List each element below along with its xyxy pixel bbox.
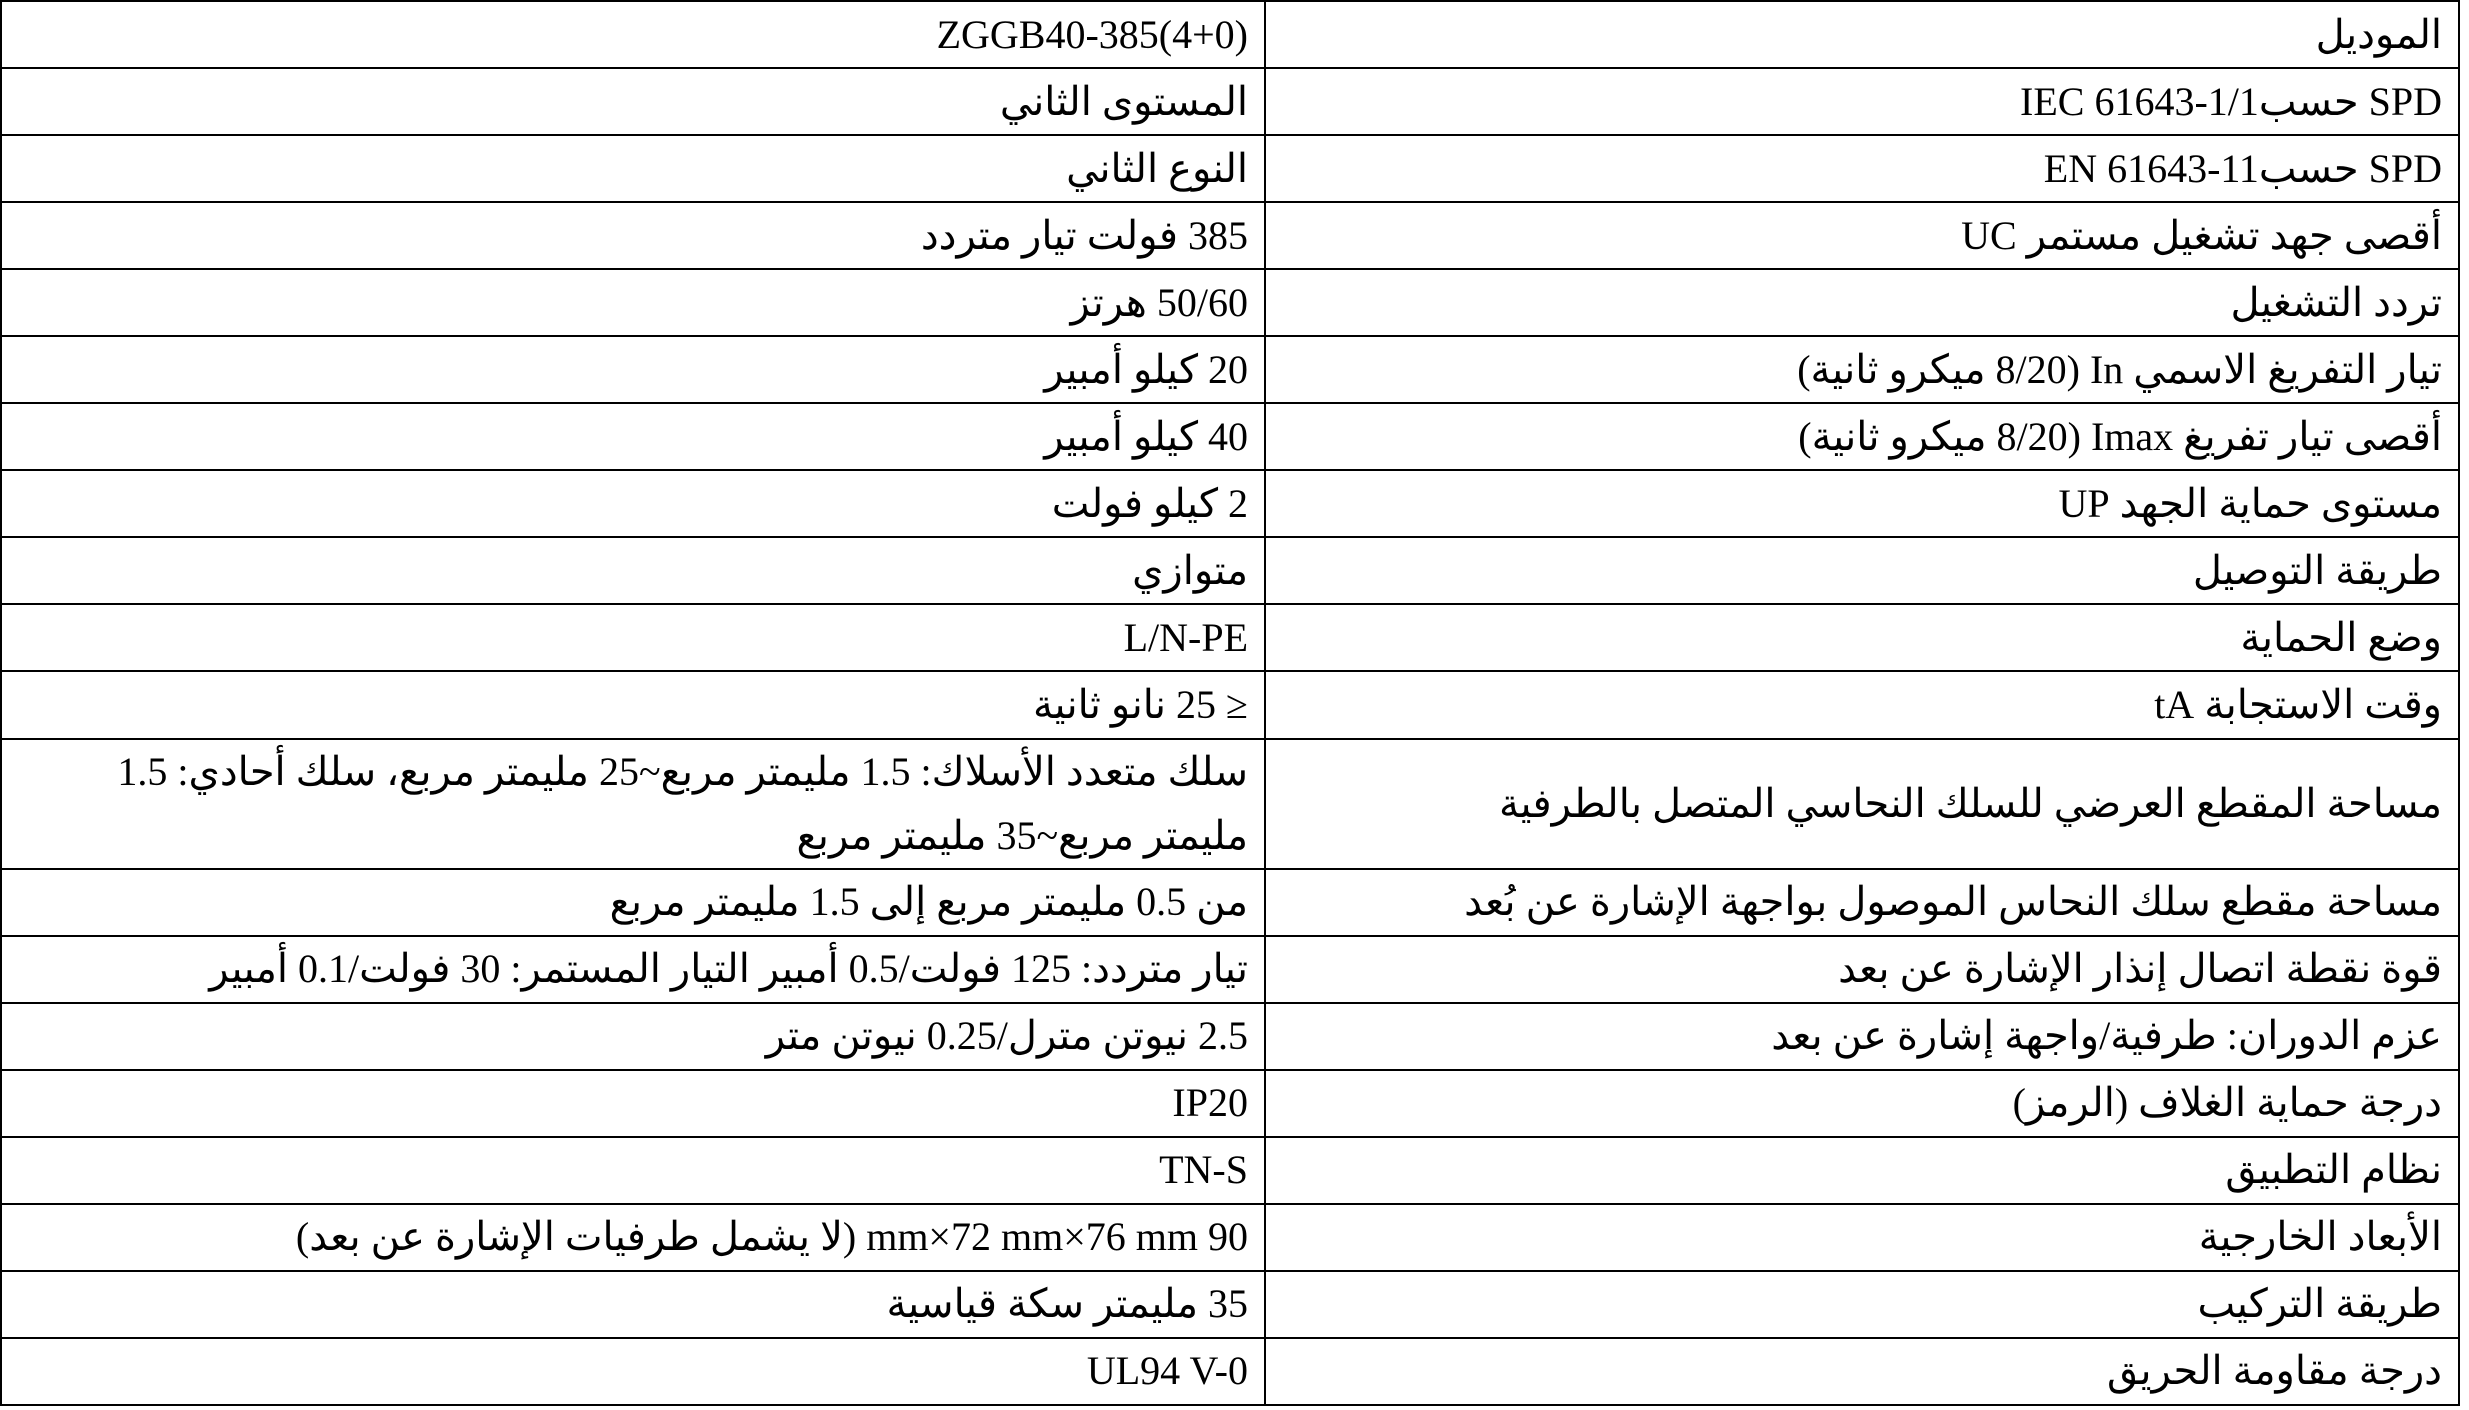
row-value: 2 كيلو فولت xyxy=(1,470,1265,537)
row-label: مساحة المقطع العرضي للسلك النحاسي المتصل بالطرفية xyxy=(1265,739,2459,869)
row-label: أقصى جهد تشغيل مستمر UC xyxy=(1265,202,2459,269)
row-label: عزم الدوران: طرفية/واجهة إشارة عن بعد xyxy=(1265,1003,2459,1070)
row-label: وقت الاستجابة tA xyxy=(1265,671,2459,738)
table-row xyxy=(1,537,2459,604)
row-value: ZGGB40-385(4+0) xyxy=(1,1,1265,68)
table-row xyxy=(1,1003,2459,1070)
row-value: UL94 V-0 xyxy=(1,1338,1265,1405)
table-row xyxy=(1,739,2459,869)
table-row xyxy=(1,604,2459,671)
row-label: تيار التفريغ الاسمي In (8/20 ميكرو ثانية) xyxy=(1265,336,2459,403)
table-row xyxy=(1,135,2459,202)
table-row xyxy=(1,671,2459,738)
row-label: طريقة التركيب xyxy=(1265,1271,2459,1338)
row-label: قوة نقطة اتصال إنذار الإشارة عن بعد xyxy=(1265,936,2459,1003)
row-value: 385 فولت تيار متردد xyxy=(1,202,1265,269)
row-value: المستوى الثاني xyxy=(1,68,1265,135)
row-label: درجة مقاومة الحريق xyxy=(1265,1338,2459,1405)
table-row xyxy=(1,1137,2459,1204)
table-row xyxy=(1,1338,2459,1405)
row-value: النوع الثاني xyxy=(1,135,1265,202)
row-label: أقصى تيار تفريغ Imax (8/20 ميكرو ثانية) xyxy=(1265,403,2459,470)
row-value: سلك متعدد الأسلاك: 1.5 مليمتر مربع~25 مليمتر مربع، سلك أحادي: 1.5 مليمتر مربع~35 مليمتر مربع xyxy=(1,739,1265,869)
row-label: تردد التشغيل xyxy=(1265,269,2459,336)
table-row xyxy=(1,936,2459,1003)
table-row xyxy=(1,1,2459,68)
table-row xyxy=(1,1204,2459,1271)
row-value: متوازي xyxy=(1,537,1265,604)
row-value: TN-S xyxy=(1,1137,1265,1204)
table-row xyxy=(1,336,2459,403)
row-value: IP20 xyxy=(1,1070,1265,1137)
row-value: ≤ 25 نانو ثانية xyxy=(1,671,1265,738)
row-value: 2.5 نيوتن مترل/0.25 نيوتن متر xyxy=(1,1003,1265,1070)
row-value: 35 مليمتر سكة قياسية xyxy=(1,1271,1265,1338)
table-row xyxy=(1,202,2459,269)
row-label: الموديل xyxy=(1265,1,2459,68)
row-value: L/N-PE xyxy=(1,604,1265,671)
table-row xyxy=(1,1070,2459,1137)
row-label: درجة حماية الغلاف (الرمز) xyxy=(1265,1070,2459,1137)
row-label: نظام التطبيق xyxy=(1265,1137,2459,1204)
table-row xyxy=(1,470,2459,537)
row-label: SPD حسبIEC 61643-1/1 xyxy=(1265,68,2459,135)
table-row xyxy=(1,869,2459,936)
row-value: تيار متردد: 125 فولت/0.5 أمبير التيار المستمر: 30 فولت/0.1 أمبير xyxy=(1,936,1265,1003)
table-row xyxy=(1,68,2459,135)
row-label: SPD حسبEN 61643-11 xyxy=(1265,135,2459,202)
row-label: الأبعاد الخارجية xyxy=(1265,1204,2459,1271)
row-value: من 0.5 مليمتر مربع إلى 1.5 مليمتر مربع xyxy=(1,869,1265,936)
table-row xyxy=(1,403,2459,470)
table-row xyxy=(1,1271,2459,1338)
row-value: 40 كيلو أمبير xyxy=(1,403,1265,470)
row-label: مساحة مقطع سلك النحاس الموصول بواجهة الإشارة عن بُعد xyxy=(1265,869,2459,936)
row-value: 50/60 هرتز xyxy=(1,269,1265,336)
table-row xyxy=(1,269,2459,336)
row-value: 20 كيلو أمبير xyxy=(1,336,1265,403)
row-value: 90 mm×72 mm×76 mm (لا يشمل طرفيات الإشارة عن بعد) xyxy=(1,1204,1265,1271)
row-label: طريقة التوصيل xyxy=(1265,537,2459,604)
row-label: وضع الحماية xyxy=(1265,604,2459,671)
row-label: مستوى حماية الجهد UP xyxy=(1265,470,2459,537)
